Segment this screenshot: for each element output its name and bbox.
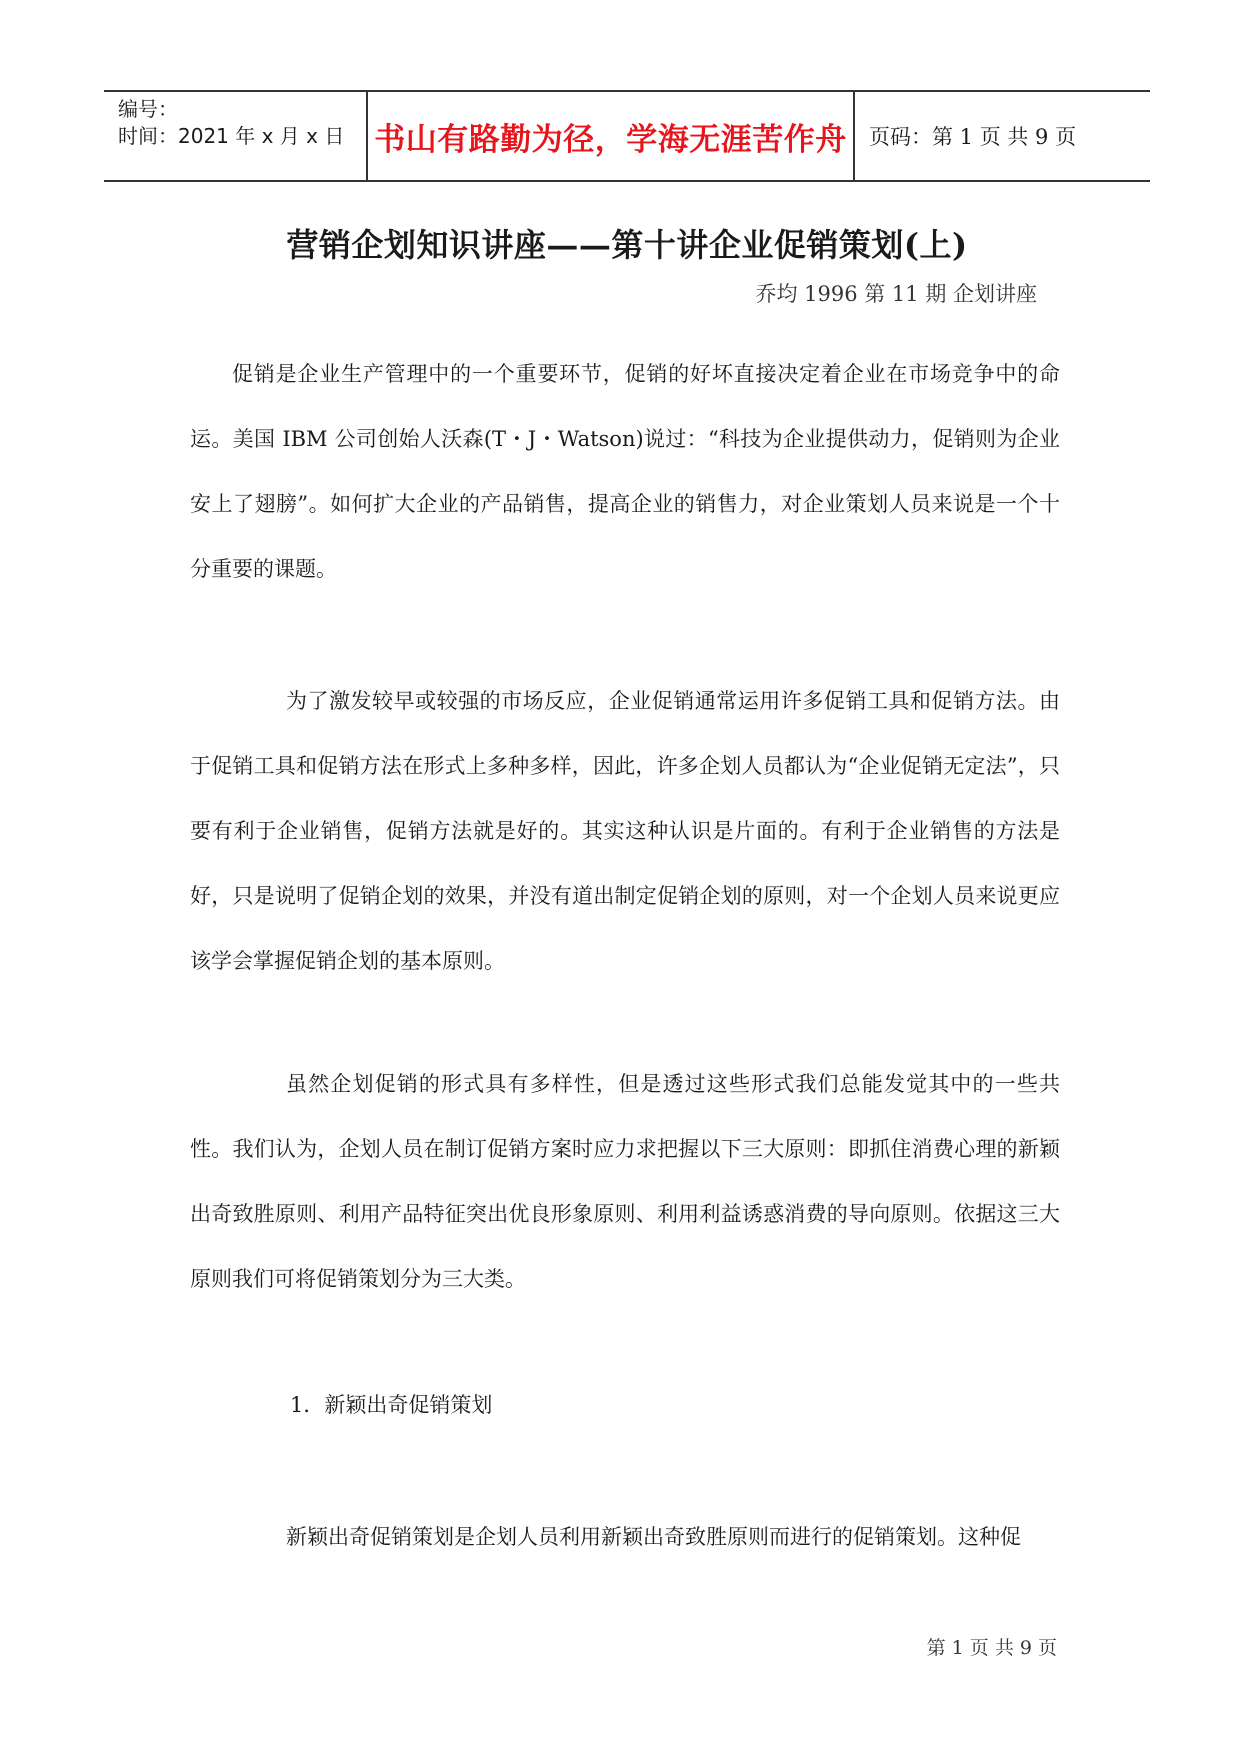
paragraph-text: 促销是企业生产管理中的一个重要环节，促销的好坏直接决定着企业在市场竞争中的命运。美国 IBM 公司创始人沃森(T・J・Watson)说过：“科技为企业提供动力，促销则为企业安上了翅膀”。如何扩大企业的产品销售，提高企业的销售力，对企业策划人员来说是一个十分重要的课题。 (190, 362, 1060, 581)
paragraph-novelty (190, 1505, 1060, 1570)
document-time-label: 时间：2021 年 x 月 x 日 (118, 124, 345, 148)
paragraph-text: 为了激发较早或较强的市场反应，企业促销通常运用许多促销工具和促销方法。由于促销工具和促销方法在形式上多种多样，因此，许多企划人员都认为“企业促销无定法”，只要有利于企业销售，促销方法就是好的。其实这种认识是片面的。有利于企业销售的方法是好，只是说明了促销企划的效果，并没有道出制定促销企划的原则，对一个企划人员来说更应该学会掌握促销企划的基本原则。 (190, 689, 1060, 973)
header-table (104, 90, 1150, 182)
header-page-info: 页码：第 1 页 共 9 页 (869, 125, 1077, 149)
document-title: 营销企划知识讲座——第十讲企业促销策划(上) (286, 226, 968, 264)
page-footer: 第 1 页 共 9 页 (926, 1637, 1057, 1659)
header-motto: 书山有路勤为径，学海无涯苦作舟 (368, 92, 855, 180)
paragraph-text: 新颖出奇促销策划是企划人员利用新颖出奇致胜原则而进行的促销策划。这种促 (286, 1525, 1021, 1549)
document-byline: 乔均 1996 第 11 期 企划讲座 (755, 282, 1037, 306)
document-number-label: 编号： (118, 97, 178, 121)
paragraph-text: 虽然企划促销的形式具有多样性，但是透过这些形式我们总能发觉其中的一些共性。我们认为，企划人员在制订促销方案时应力求把握以下三大原则：即抓住消费心理的新颖出奇致胜原则、利用产品特征突出优良形象原则、利用利益诱惑消费的导向原则。依据这三大原则我们可将促销策划分为三大类。 (190, 1072, 1060, 1291)
paragraph-principles (190, 669, 1060, 994)
paragraph-three-principles (190, 1052, 1060, 1312)
paragraph-intro (190, 342, 1060, 602)
section-heading: 1．新颖出奇促销策划 (290, 1393, 493, 1417)
header-meta (104, 92, 368, 180)
